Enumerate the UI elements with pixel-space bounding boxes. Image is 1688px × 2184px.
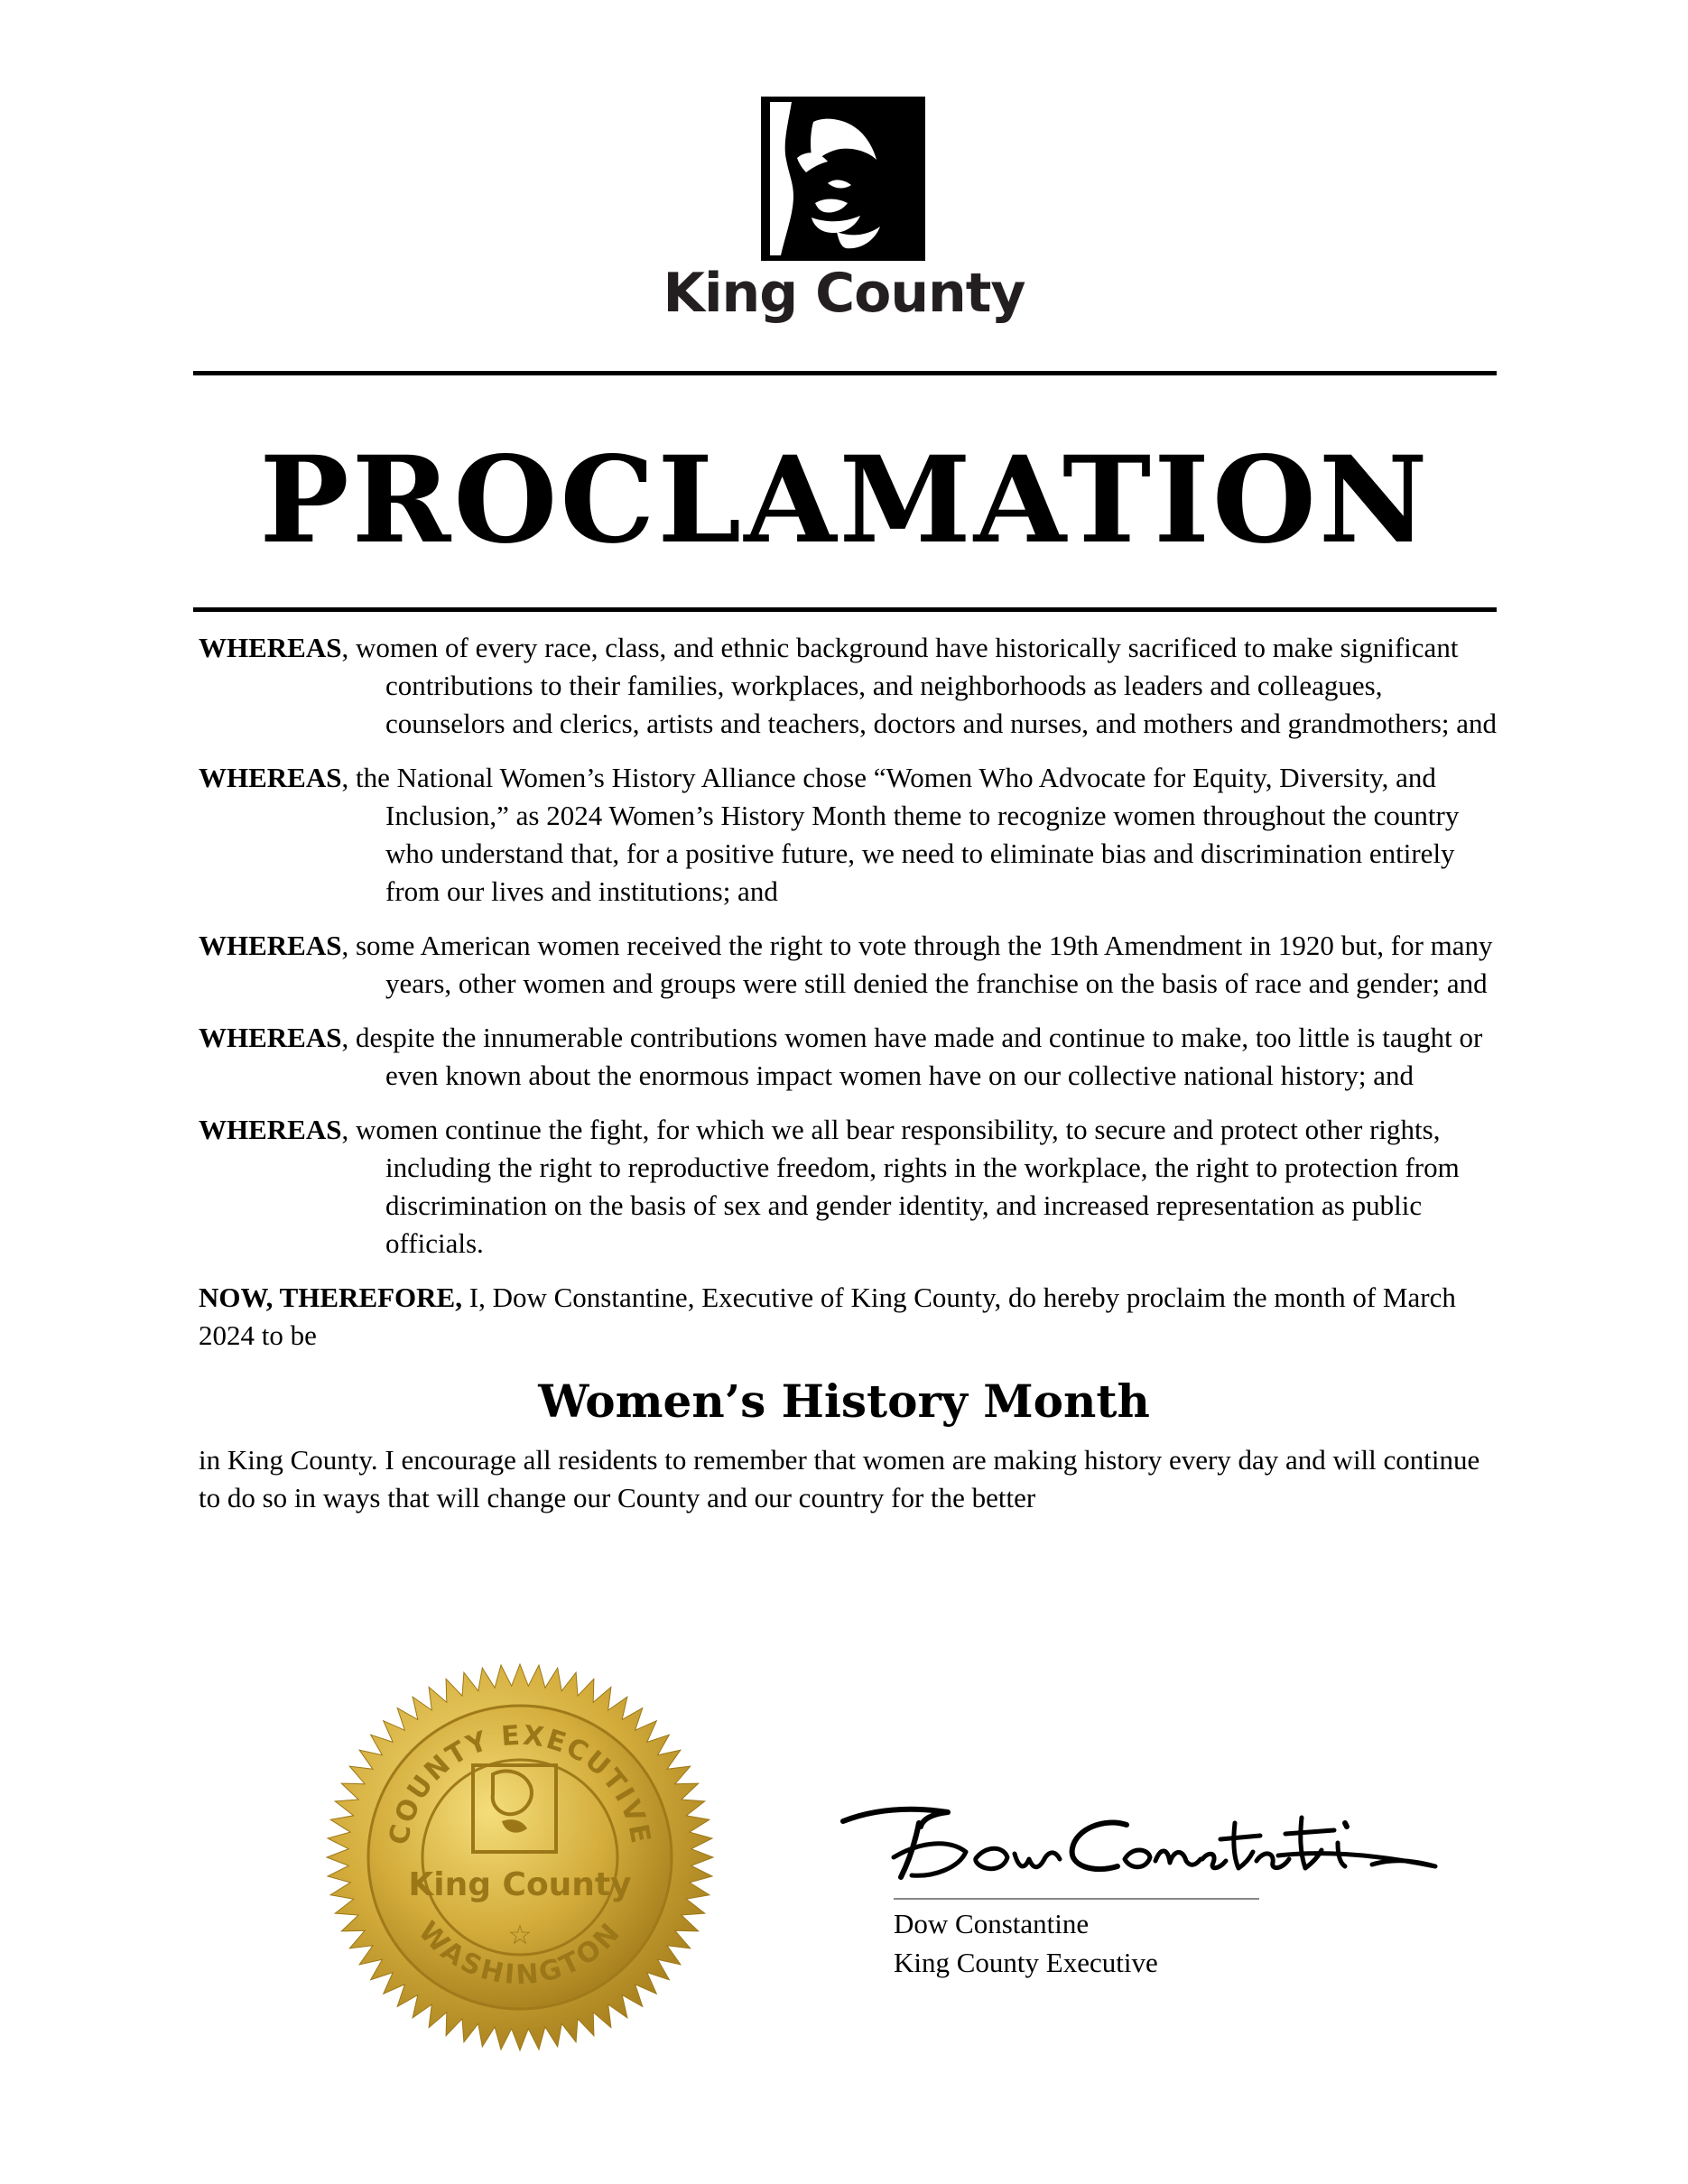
whereas-clause [199, 927, 1498, 1003]
closing-statement: in King County. I encourage all residents to remember that women are making history every day and will continue to do so in ways that will change our County and our country for the better [199, 1444, 1480, 1513]
whereas-keyword: WHEREAS [199, 1114, 342, 1145]
resolution-text: I, Dow Constantine, Executive of King County, do hereby proclaim the month of March 2024 to be [199, 1282, 1456, 1351]
seal-bottom-text: WASHINGTON [412, 1915, 628, 1992]
whereas-keyword: WHEREAS [199, 930, 342, 961]
whereas-clause [199, 629, 1498, 743]
king-county-logo [761, 97, 925, 261]
whereas-clause [199, 1019, 1498, 1095]
clause-text: , some American women received the right to vote through the 19th Amendment in 1920 but, for many years, other women and groups were still denied the franchise on the basis of race and gender; and [341, 930, 1493, 999]
handwritten-signature [839, 1787, 1453, 1886]
gold-seal [321, 1659, 719, 2056]
whereas-keyword: WHEREAS [199, 1022, 342, 1053]
whereas-keyword: WHEREAS [199, 632, 342, 663]
signer-title: King County Executive [894, 1947, 1158, 1978]
clause-text: , the National Women’s History Alliance chose “Women Who Advocate for Equity, Diversity, and Inclusion,” as 2024 Women’s History Month theme to recognize women throughout the country who understand that, for a positive future, we need to eliminate bias and discrimination entirely from our lives and institutions; and [341, 762, 1460, 907]
signer-block [894, 1904, 1158, 1982]
resolution-keyword: NOW, THEREFORE, [199, 1282, 462, 1313]
whereas-keyword: WHEREAS [199, 762, 342, 793]
signer-name: Dow Constantine [894, 1908, 1090, 1939]
signature-line [894, 1898, 1259, 1900]
clause-text: , despite the innumerable contributions women have made and continue to make, too little is taught or even known about the enormous impact women have on our collective national history; and [341, 1022, 1483, 1091]
whereas-clause [199, 759, 1498, 911]
document-title: PROCLAMATION [259, 430, 1431, 570]
seal-top-text: COUNTY EXECUTIVE [383, 1719, 657, 1848]
org-name: King County [663, 262, 1025, 325]
resolution-clause [199, 1279, 1498, 1355]
clause-text: , women continue the fight, for which we all bear responsibility, to secure and protect other rights, including the right to reproductive freedom, rights in the workplace, the right to protection from discrimination on the basis of sex and gender identity, and increased representation as public officials. [341, 1114, 1460, 1259]
whereas-clause [199, 1111, 1498, 1263]
top-divider [193, 371, 1497, 375]
title-divider [193, 607, 1497, 612]
seal-center-text: King County [408, 1866, 632, 1903]
proclaimed-title: Women’s History Month [538, 1374, 1150, 1428]
star-icon: ☆ [507, 1920, 533, 1951]
proclamation-body [199, 629, 1498, 1517]
clause-text: , women of every race, class, and ethnic background have historically sacrificed to make significant contributions to their families, workplaces, and neighborhoods as leaders and colleagues, counselors and clerics, artists and teachers, doctors and nurses, and mothers and grandmothers; and [341, 632, 1498, 739]
